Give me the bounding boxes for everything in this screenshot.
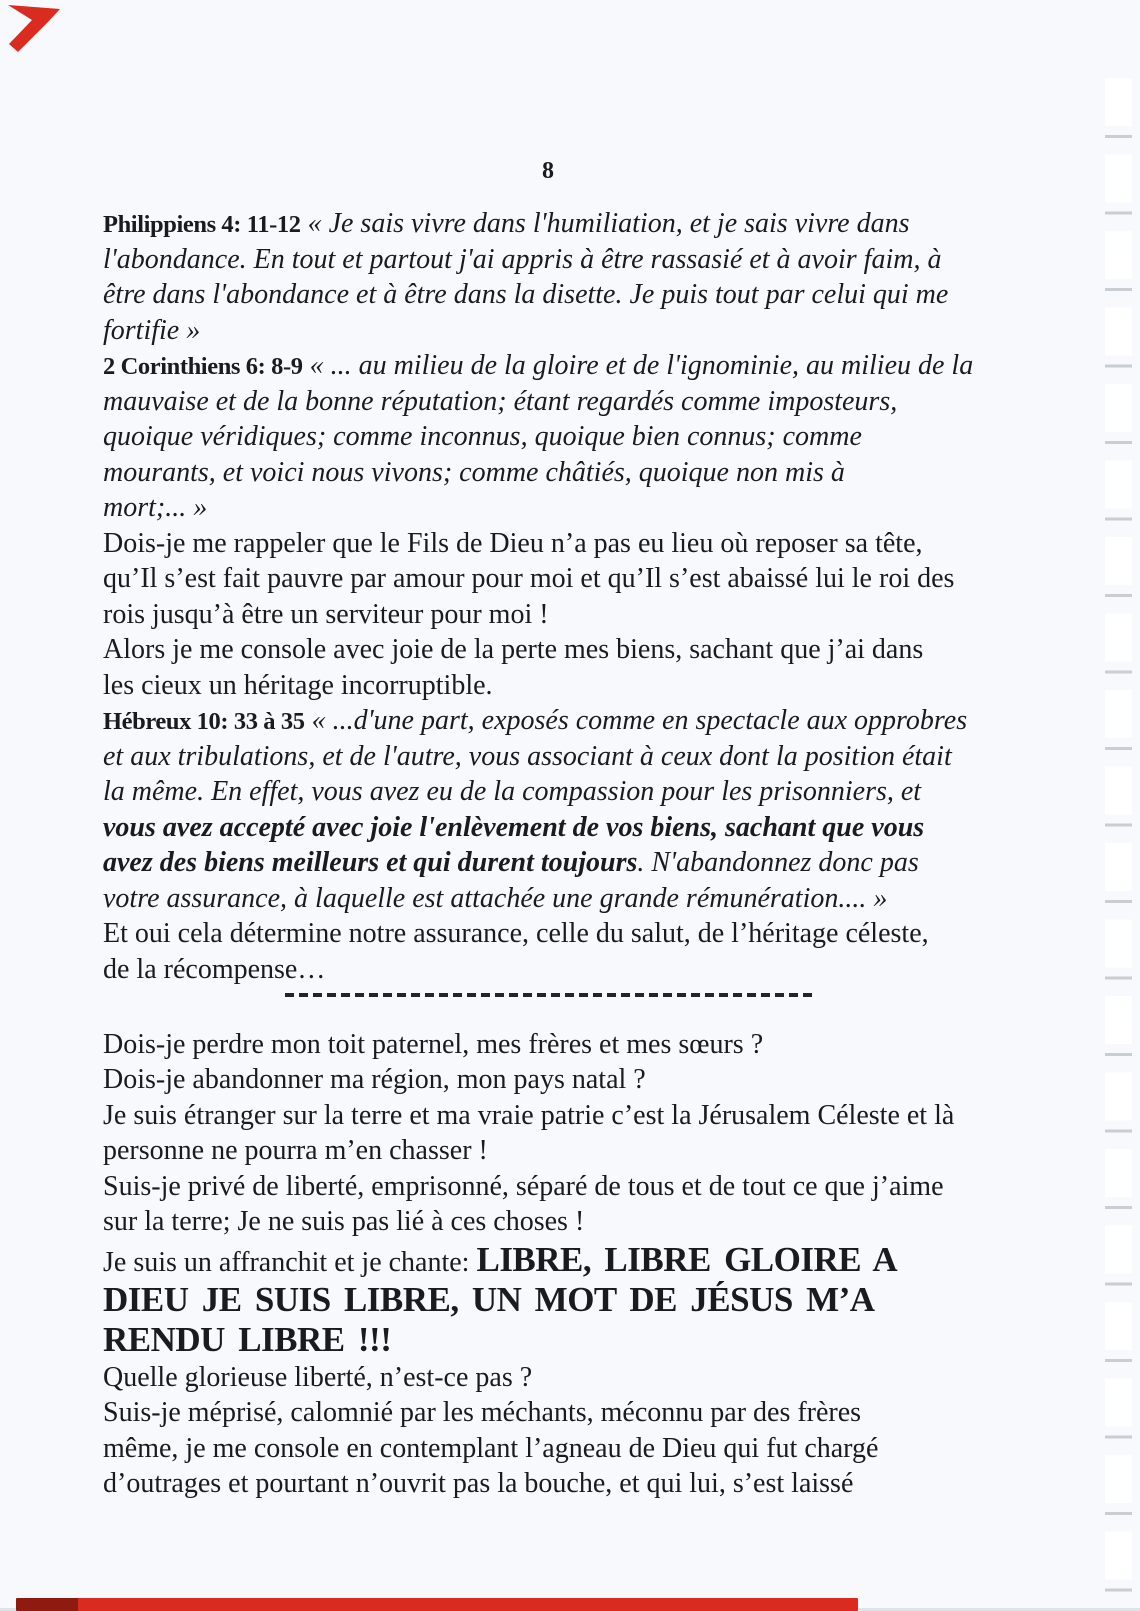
text-segment: « Je sais vivre dans l'humiliation, et je sais vivre dans (300, 208, 910, 239)
paragraph (103, 206, 1083, 348)
text-segment: mauvaise et de la bonne réputation; étant regardés comme imposteurs, (103, 385, 898, 417)
text-segment: mort;... » (103, 492, 208, 523)
text-line (103, 668, 1083, 704)
text-line (103, 1204, 1083, 1240)
text-segment: quoique véridiques; comme inconnus, quoique bien connus; comme (103, 421, 862, 452)
text-line (103, 313, 1083, 349)
paragraph (103, 1062, 1083, 1098)
text-line (103, 348, 1083, 384)
text-segment: Quelle glorieuse liberté, n’est-ce pas ? (103, 1361, 533, 1393)
text-segment: « ... au milieu de la gloire et de l'ignominie, au milieu de la (302, 350, 974, 381)
text-segment: . N'abandonnez donc pas (637, 847, 919, 878)
text-segment: et aux tribulations, et de l'autre, vous associant à ceux dont la position était (103, 740, 952, 772)
text-line (103, 1240, 1083, 1280)
text-segment: de la récompense… (103, 953, 326, 985)
text-segment: Suis-je méprisé, calomnié par les méchants, méconnu par des frères (103, 1397, 862, 1428)
paragraph (103, 1169, 1083, 1240)
separator-dashes (285, 993, 812, 997)
text-line (103, 774, 1083, 810)
paragraph (103, 1098, 1083, 1169)
text-line (103, 1431, 1083, 1467)
text-segment: vous avez accepté avec joie l'enlèvement de vos biens, sachant que vous (103, 811, 925, 843)
text-segment: Et oui cela détermine notre assurance, celle du salut, de l’héritage céleste, (103, 918, 929, 949)
text-segment: la même. En effet, vous avez eu de la compassion pour les prisonniers, et (103, 776, 922, 807)
text-segment: Dois-je perdre mon toit paternel, mes frères et mes sœurs ? (103, 1028, 764, 1060)
text-line (103, 1169, 1083, 1205)
paragraph (103, 1360, 1083, 1396)
text-segment: avez des biens meilleurs et qui durent toujours (103, 847, 638, 878)
text-segment: « ...d'une part, exposés comme en spectacle aux opprobres (304, 705, 968, 736)
text-line (103, 277, 1083, 313)
text-segment: l'abondance. En tout et partout j'ai appris à être rassasié et à avoir faim, à (103, 243, 942, 275)
page-body (103, 206, 1083, 1502)
text-line (103, 455, 1083, 491)
paragraph (103, 1395, 1083, 1502)
text-line (103, 632, 1083, 668)
text-segment: sur la terre; Je ne suis pas lié à ces choses ! (103, 1206, 585, 1237)
text-line (103, 206, 1083, 242)
text-segment: Philippiens 4: 11-12 (103, 211, 301, 238)
paragraph (103, 1240, 1083, 1360)
text-segment: votre assurance, à laquelle est attachée une grande rémunération.... » (103, 882, 888, 914)
text-line (103, 1062, 1083, 1098)
text-segment: Alors je me console avec joie de la perte mes biens, sachant que j’ai dans (103, 634, 924, 665)
text-line (103, 242, 1083, 278)
text-segment: 2 Corinthiens 6: 8-9 (103, 353, 303, 380)
text-segment: fortifie » (103, 314, 201, 346)
text-line (103, 1027, 1083, 1063)
text-segment: d’outrages et pourtant n’ouvrit pas la bouche, et qui lui, s’est laissé (103, 1468, 854, 1499)
text-segment: LIBRE, LIBRE GLOIRE A (476, 1239, 898, 1279)
text-segment: les cieux un héritage incorruptible. (103, 669, 493, 701)
text-segment: Suis-je privé de liberté, emprisonné, séparé de tous et de tout ce que j’aime (103, 1170, 944, 1202)
text-segment: Dois-je me rappeler que le Fils de Dieu n’a pas eu lieu où reposer sa tête, (103, 527, 923, 559)
text-line (103, 845, 1083, 881)
text-line (103, 810, 1083, 846)
text-line (103, 952, 1083, 988)
text-segment: mourants, et voici nous vivons; comme châtiés, quoique non mis à (103, 456, 845, 488)
text-segment: être dans l'abondance et à être dans la disette. Je puis tout par celui qui me (103, 279, 949, 310)
text-line (103, 916, 1083, 952)
red-bottom-scan-strip (16, 1598, 858, 1611)
text-segment: Je suis un affranchit et je chante: (103, 1246, 477, 1278)
text-segment: Hébreux 10: 33 à 35 (103, 708, 305, 735)
page-number: 8 (542, 158, 554, 184)
text-line (103, 526, 1083, 562)
text-segment: qu’Il s’est fait pauvre par amour pour moi et qu’Il s’est abaissé lui le roi des (103, 563, 955, 594)
binding-edge-artifact (1105, 78, 1132, 1603)
text-line (103, 419, 1083, 455)
text-line (103, 1395, 1083, 1431)
paragraph (103, 703, 1083, 916)
paragraph (103, 632, 1083, 703)
text-line (103, 561, 1083, 597)
paragraph (103, 526, 1083, 633)
text-line (103, 1360, 1083, 1396)
red-corner-shape (8, 5, 60, 52)
red-corner-scan-mark (6, 2, 62, 54)
text-line (103, 881, 1083, 917)
text-segment: personne ne pourra m’en chasser ! (103, 1135, 488, 1166)
text-line (103, 597, 1083, 633)
text-line (103, 1280, 1083, 1320)
text-line (103, 1320, 1083, 1360)
text-segment: Je suis étranger sur la terre et ma vraie patrie c’est la Jérusalem Céleste et là (103, 1099, 955, 1131)
text-line (103, 1133, 1083, 1169)
text-segment: Dois-je abandonner ma région, mon pays natal ? (103, 1064, 646, 1095)
text-segment: RENDU LIBRE !!! (103, 1319, 392, 1359)
paragraph (103, 916, 1083, 987)
text-line (103, 703, 1083, 739)
paragraph (103, 348, 1083, 526)
text-line (103, 1098, 1083, 1134)
text-line (103, 1466, 1083, 1502)
text-segment: rois jusqu’à être un serviteur pour moi ! (103, 598, 549, 630)
text-segment: même, je me console en contemplant l’agneau de Dieu qui fut chargé (103, 1432, 879, 1464)
paragraph (103, 1027, 1083, 1063)
text-segment: DIEU JE SUIS LIBRE, UN MOT DE JÉSUS M’A (103, 1279, 875, 1319)
text-line (103, 739, 1083, 775)
text-line (103, 384, 1083, 420)
text-line (103, 490, 1083, 526)
